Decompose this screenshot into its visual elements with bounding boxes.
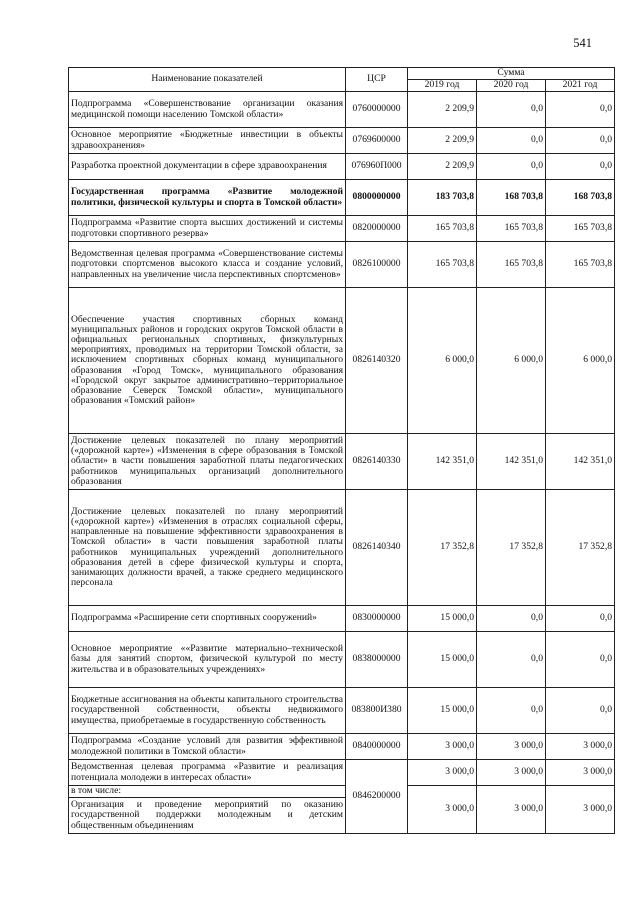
row-value-2020: 168 703,8 [477, 180, 546, 216]
row-value-2019: 3 000,0 [408, 734, 477, 760]
row-value-2021: 17 352,8 [546, 490, 615, 606]
row-code: 0826140330 [346, 434, 408, 490]
row-value-2019: 3 000,0 [408, 786, 477, 834]
row-name: Обеспечение участия спортивных сборных команд муниципальных районов и городских округов Томской области в официальных региональных спортивных, физкультурных мероприятиях, проводимых на территории Томской области, за исключением спортивных сборных команд муниципального образования «Город Томск», муниципального образования «Городской округ закрытое административно–территориальное образование Северск Томской области», муниципального образования «Томский район» [69, 288, 346, 434]
row-code: 0838000000 [346, 632, 408, 688]
row-value-2020: 3 000,0 [477, 786, 546, 834]
row-value-2019: 2 209,9 [408, 154, 477, 180]
row-name: Основное мероприятие «Бюджетные инвестиции в объекты здравоохранения» [69, 128, 346, 154]
header-csr: ЦСР [346, 68, 408, 92]
row-value-2020: 0,0 [477, 632, 546, 688]
table-row [69, 632, 615, 688]
row-code: 0830000000 [346, 606, 408, 632]
row-code: 0826140320 [346, 288, 408, 434]
row-name: Подпрограмма «Расширение сети спортивных сооружений» [69, 606, 346, 632]
row-name: Подпрограмма «Развитие спорта высших достижений и системы подготовки спортивного резерва» [69, 216, 346, 242]
row-name: Достижение целевых показателей по плану мероприятий («дорожной карте») «Изменения в сфере образования в Томской области» в части повышения заработной платы педагогических работников муниципальных организаций дополнительного образования [69, 434, 346, 490]
row-name: Достижение целевых показателей по плану мероприятий («дорожной карте») «Изменения в отраслях социальной сферы, направленные на повышение эффективности здравоохранения в Томской области» в части повышения заработной платы работников муниципальных учреждений дополнительного образования детей в сфере физической культуры и спорта, занимающих должности врачей, а также среднего медицинского персонала [69, 490, 346, 606]
row-name: Организация и проведение мероприятий по оказанию государственной поддержки молодежным и детским общественным объединениям [69, 798, 346, 834]
table-row [69, 786, 615, 798]
row-value-2019: 165 703,8 [408, 216, 477, 242]
row-value-2020: 3 000,0 [477, 760, 546, 786]
row-value-2021: 0,0 [546, 128, 615, 154]
row-name: Ведомственная целевая программа «Развитие и реализация потенциала молодежи в интересах области» [69, 760, 346, 786]
row-value-2021: 0,0 [546, 632, 615, 688]
row-value-2021: 168 703,8 [546, 180, 615, 216]
header-name: Наименование показателей [69, 68, 346, 92]
row-code: 0769600000 [346, 128, 408, 154]
row-value-2021: 3 000,0 [546, 760, 615, 786]
row-value-2020: 0,0 [477, 92, 546, 128]
row-value-2020: 165 703,8 [477, 242, 546, 288]
row-value-2021: 0,0 [546, 92, 615, 128]
row-name: Бюджетные ассигнования на объекты капитального строительства государственной собственности, объекты недвижимого имущества, приобретаемые в государственную собственность [69, 688, 346, 734]
header-year-2020: 2020 год [477, 80, 546, 92]
table-row [69, 490, 615, 606]
row-code: 076960П000 [346, 154, 408, 180]
budget-table [68, 67, 615, 834]
row-value-2019: 15 000,0 [408, 632, 477, 688]
table-row [69, 92, 615, 128]
row-value-2021: 165 703,8 [546, 216, 615, 242]
row-value-2019: 3 000,0 [408, 760, 477, 786]
table-row [69, 734, 615, 760]
row-code: 083800И380 [346, 688, 408, 734]
row-code: 0760000000 [346, 92, 408, 128]
row-name: Ведомственная целевая программа «Совершенствование системы подготовки спортсменов высокого класса и создание условий, направленных на увеличение числа перспективных спортсменов» [69, 242, 346, 288]
row-value-2020: 0,0 [477, 688, 546, 734]
row-value-2020: 165 703,8 [477, 216, 546, 242]
row-value-2019: 15 000,0 [408, 688, 477, 734]
row-value-2019: 165 703,8 [408, 242, 477, 288]
header-year-2021: 2021 год [546, 80, 615, 92]
row-name: в том числе: [69, 786, 346, 798]
row-value-2020: 142 351,0 [477, 434, 546, 490]
header-year-2019: 2019 год [408, 80, 477, 92]
row-name: Подпрограмма «Создание условий для развития эффективной молодежной политики в Томской области» [69, 734, 346, 760]
table-row [69, 216, 615, 242]
row-code: 0840000000 [346, 734, 408, 760]
row-name: Государственная программа «Развитие молодежной политики, физической культуры и спорта в Томской области» [69, 180, 346, 216]
row-value-2021: 142 351,0 [546, 434, 615, 490]
table-row [69, 154, 615, 180]
header-sum: Сумма [408, 68, 615, 80]
row-code: 0820000000 [346, 216, 408, 242]
table-row [69, 180, 615, 216]
row-value-2019: 183 703,8 [408, 180, 477, 216]
row-value-2021: 165 703,8 [546, 242, 615, 288]
row-value-2020: 3 000,0 [477, 734, 546, 760]
table-row [69, 288, 615, 434]
row-value-2021: 6 000,0 [546, 288, 615, 434]
row-value-2020: 6 000,0 [477, 288, 546, 434]
row-value-2020: 0,0 [477, 128, 546, 154]
row-value-2021: 0,0 [546, 606, 615, 632]
row-value-2020: 0,0 [477, 154, 546, 180]
row-name: Разработка проектной документации в сфере здравоохранения [69, 154, 346, 180]
row-code: 0826100000 [346, 242, 408, 288]
row-value-2019: 17 352,8 [408, 490, 477, 606]
page-number: 541 [573, 36, 592, 50]
row-value-2019: 2 209,9 [408, 92, 477, 128]
row-value-2021: 0,0 [546, 688, 615, 734]
row-code: 0800000000 [346, 180, 408, 216]
table-row [69, 606, 615, 632]
row-value-2021: 0,0 [546, 154, 615, 180]
row-value-2019: 15 000,0 [408, 606, 477, 632]
row-value-2020: 17 352,8 [477, 490, 546, 606]
row-value-2019: 2 209,9 [408, 128, 477, 154]
row-code: 0826140340 [346, 490, 408, 606]
row-value-2019: 142 351,0 [408, 434, 477, 490]
table-row [69, 688, 615, 734]
row-name: Подпрограмма «Совершенствование организации оказания медицинской помощи населению Томской области» [69, 92, 346, 128]
row-value-2021: 3 000,0 [546, 786, 615, 834]
table-row [69, 434, 615, 490]
row-code: 0846200000 [346, 760, 408, 834]
row-value-2021: 3 000,0 [546, 734, 615, 760]
row-value-2019: 6 000,0 [408, 288, 477, 434]
table-row [69, 242, 615, 288]
table-row [69, 760, 615, 786]
row-name: Основное мероприятие ««Развитие материально–технической базы для занятий спортом, физической культурой по месту жительства и в образовательных учреждениях» [69, 632, 346, 688]
table-row [69, 128, 615, 154]
row-value-2020: 0,0 [477, 606, 546, 632]
